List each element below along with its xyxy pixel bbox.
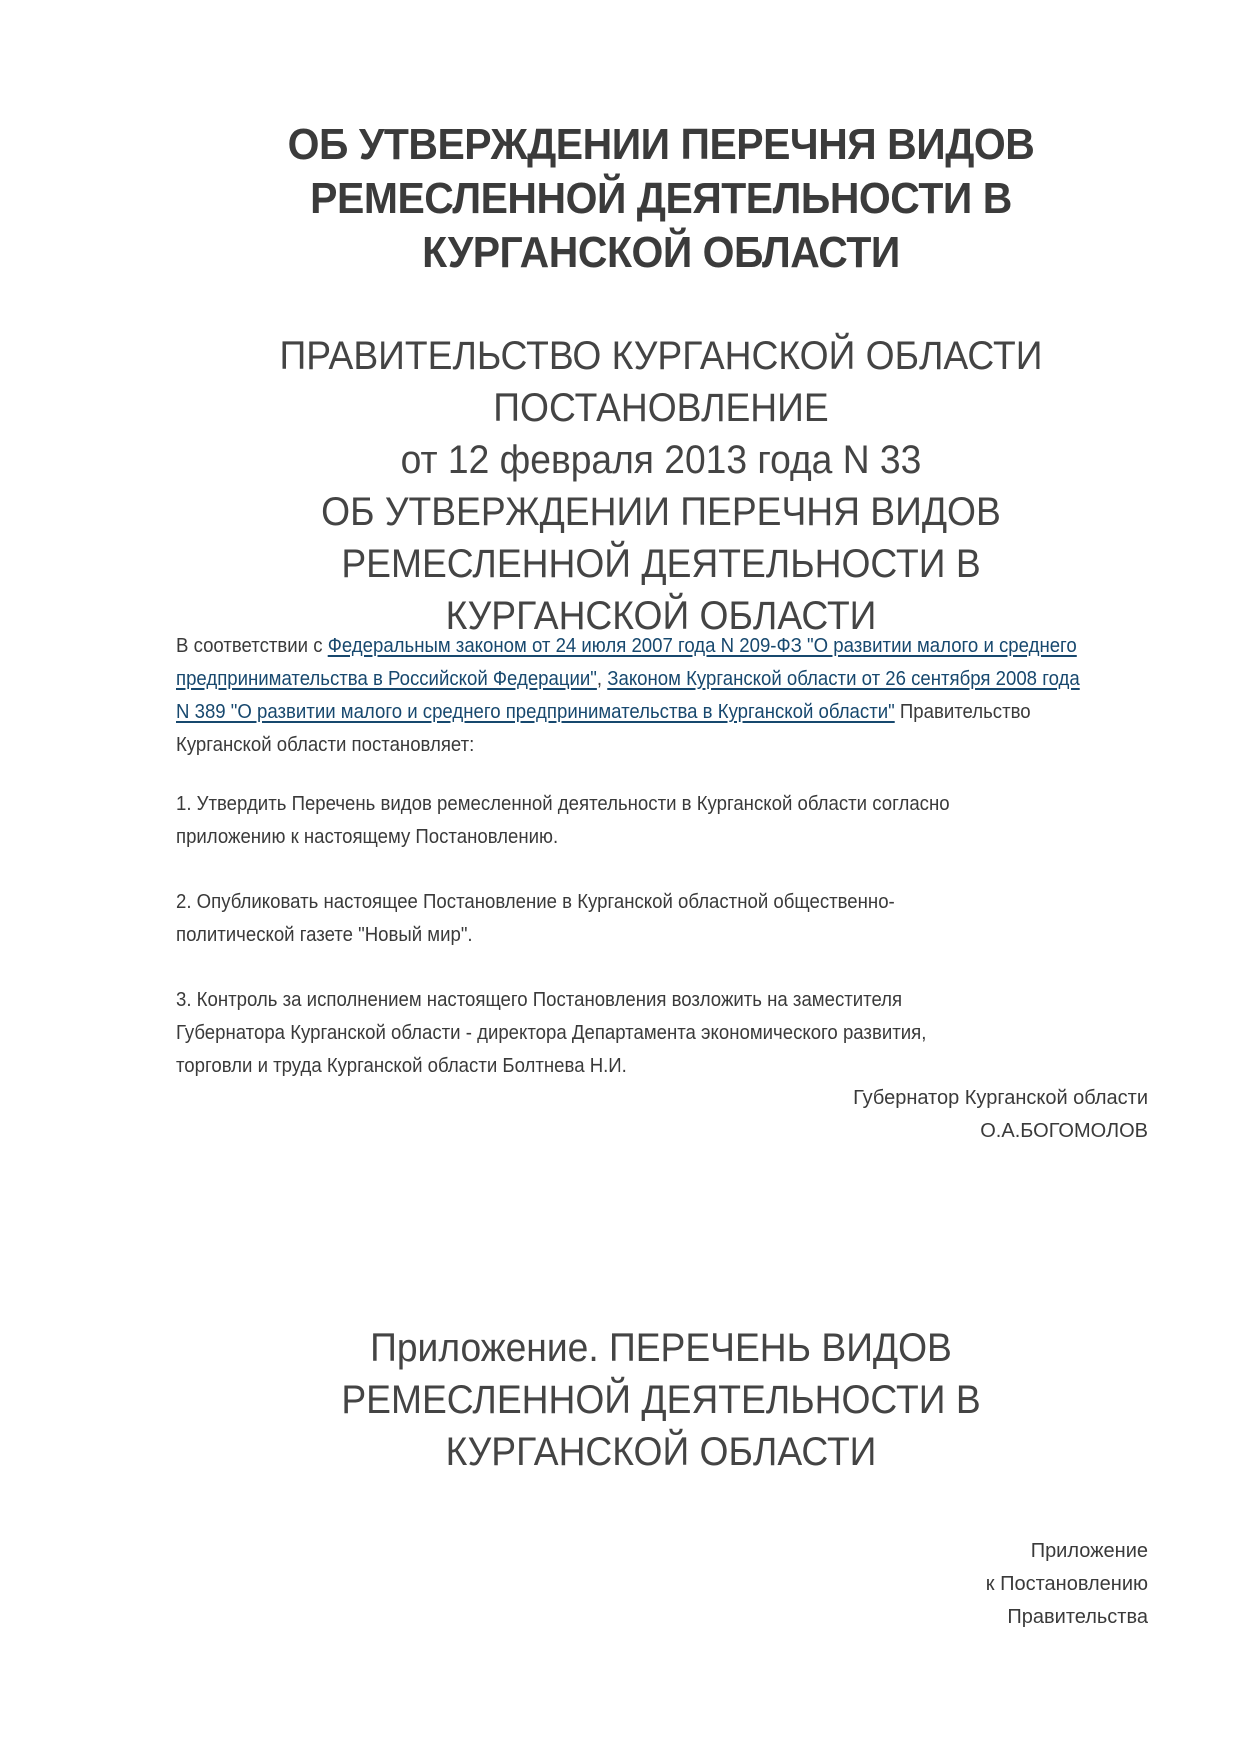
item-3-line: 3. Контроль за исполнением настоящего Постановления возложить на заместителя — [176, 989, 903, 1011]
preamble-outro: Правительство Курганской области постановляет: — [176, 701, 1031, 756]
appendix-note-line: к Постановлению — [985, 1573, 1148, 1595]
appendix-title-line: КУРГАНСКОЙ ОБЛАСТИ — [445, 1430, 877, 1474]
preamble — [176, 630, 1087, 762]
item-1-line: приложению к настоящему Постановлению. — [176, 826, 559, 848]
document-date-line: от 12 февраля 2013 года N 33 — [400, 438, 922, 482]
item-2 — [176, 886, 1087, 952]
item-2-line: политической газете "Новый мир". — [176, 924, 473, 946]
main-title — [210, 118, 1112, 280]
signature-name: О.А.БОГОМОЛОВ — [980, 1120, 1148, 1142]
appendix-note — [748, 1535, 1148, 1634]
item-3-line: Губернатора Курганской области - директора Департамента экономического развития, — [176, 1022, 927, 1044]
item-1 — [176, 788, 1087, 854]
appendix-title-line: Приложение. ПЕРЕЧЕНЬ ВИДОВ — [370, 1326, 952, 1370]
regional-law-link[interactable]: Законом Курганской области от 26 сентября 2008 года N 389 "О развитии малого и среднего предпринимательства в Курганской области" — [176, 668, 1080, 723]
main-title-line: РЕМЕСЛЕННОЙ ДЕЯТЕЛЬНОСТИ В — [310, 174, 1012, 223]
main-title-line: ОБ УТВЕРЖДЕНИИ ПЕРЕЧНЯ ВИДОВ — [287, 120, 1035, 169]
document-type-line: ПОСТАНОВЛЕНИЕ — [493, 386, 829, 430]
item-1-line: 1. Утвердить Перечень видов ремесленной деятельности в Курганской области согласно — [176, 793, 950, 815]
item-2-line: 2. Опубликовать настоящее Постановление в Курганской областной общественно- — [176, 891, 895, 913]
decree-title-line: ОБ УТВЕРЖДЕНИИ ПЕРЕЧНЯ ВИДОВ — [321, 490, 1001, 534]
preamble-intro: В соответствии с — [176, 635, 328, 657]
issuer-line: ПРАВИТЕЛЬСТВО КУРГАНСКОЙ ОБЛАСТИ — [279, 334, 1043, 378]
signature-position: Губернатор Курганской области — [853, 1087, 1148, 1109]
item-3 — [176, 984, 1087, 1083]
item-3-line: торговли и труда Курганской области Болтнева Н.И. — [176, 1055, 627, 1077]
decree-title-line: РЕМЕСЛЕННОЙ ДЕЯТЕЛЬНОСТИ В — [341, 542, 981, 586]
appendix-note-line: Приложение — [1030, 1540, 1148, 1562]
appendix-title-line: РЕМЕСЛЕННОЙ ДЕЯТЕЛЬНОСТИ В — [341, 1378, 981, 1422]
decree-title-line: КУРГАНСКОЙ ОБЛАСТИ — [445, 594, 877, 638]
main-title-line: КУРГАНСКОЙ ОБЛАСТИ — [422, 228, 900, 277]
appendix-note-line: Правительства — [1007, 1606, 1148, 1628]
decree-header — [210, 330, 1112, 642]
preamble-separator: , — [596, 668, 608, 690]
appendix-title — [210, 1322, 1112, 1478]
federal-law-link[interactable]: Федеральным законом от 24 июля 2007 года N 209-ФЗ "О развитии малого и среднего предпринимательства в Российской Федерации" — [176, 635, 1077, 690]
signature-block — [648, 1082, 1148, 1148]
